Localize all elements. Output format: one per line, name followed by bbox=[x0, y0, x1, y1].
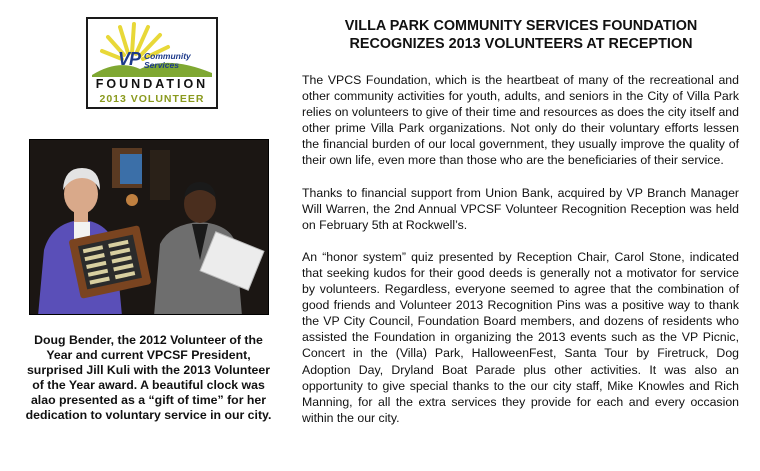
logo-community-services bbox=[144, 52, 191, 70]
logo-volunteer-label: 2013 VOLUNTEER bbox=[99, 93, 205, 105]
award-photo bbox=[29, 139, 269, 315]
logo-community-word: Community bbox=[144, 51, 191, 61]
logo-foundation-label: FOUNDATION bbox=[95, 77, 209, 91]
article-paragraph: An “honor system” quiz presented by Reception Chair, Carol Stone, indicated that seeking kudos for their good deeds is generally not a motivator for service by volunteers. Regardless, everyone seemed to agree that the combination of good friends and Volunteer 2013 Recognition Pins was a positive way to thank the VP City Council, Foundation Board members, and dozens of residents who assisted the Foundation in organizing the 2013 events such as the VP Picnic, Concert in the (Villa) Park, HalloweenFest, Santa Tour by Firetruck, Dog Adoption Day, Dryland Boat Parade plus other activities. It was also an opportunity to give special thanks to the our city staff, Mike Knowles and Rich Manning, for all the extra services they provide for each and every occasion within the our city. bbox=[302, 249, 739, 425]
logo-services-word: Services bbox=[144, 60, 179, 70]
article-headline: VILLA PARK COMMUNITY SERVICES FOUNDATION RECOGNIZES 2013 VOLUNTEERS AT RECEPTION bbox=[344, 18, 698, 52]
foundation-logo bbox=[86, 17, 218, 109]
award-photo-illustration bbox=[30, 140, 269, 315]
article-paragraph: The VPCS Foundation, which is the heartbeat of many of the recreational and other community activities for youth, adults, and seniors in the City of Villa Park relies on volunteers to give of their time and resources as does the city itself and other prime Villa Park organizations. Not only do their voluntary efforts lessen the financial burden of our local government, they usually improve the quality of their own life, even more than those who are the beneficiaries of their service. bbox=[302, 73, 739, 168]
logo-vp-letters: VP bbox=[118, 49, 141, 69]
article-body bbox=[302, 72, 739, 442]
article-paragraph: Thanks to financial support from Union Bank, acquired by VP Branch Manager Will Warren, the 2nd Annual VPCSF Volunteer Recognition Reception was held on February 5th at Rockwell’s. bbox=[302, 185, 739, 232]
photo-caption: Doug Bender, the 2012 Volunteer of the Year and current VPCSF President, surprised Jill Kuli with the 2013 Volunteer of the Year award. A beautiful clock was alao presented as a “gift of time” for her dedication to voluntary service in our city. bbox=[25, 333, 272, 422]
